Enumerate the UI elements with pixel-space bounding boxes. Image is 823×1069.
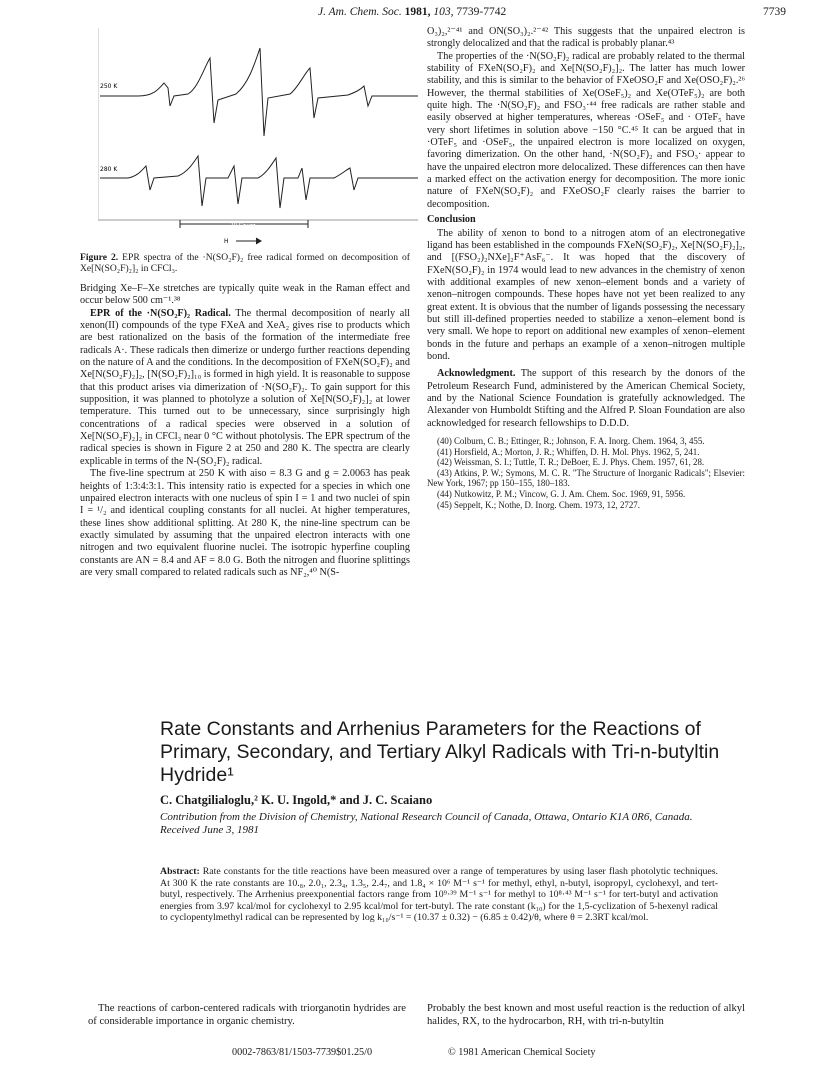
footer-code: 0002-7863/81/1503-7739$01.25/0 [232,1047,373,1058]
running-header [318,6,506,18]
reference: (44) Nutkowitz, P. M.; Vincow, G. J. Am. Chem. Soc. 1969, 91, 5956. [437,488,686,499]
epr-spectra-figure [98,28,418,246]
intro-right: Probably the best known and most useful reaction is the reduction of alkyl halides, RX, to the hydrocarbon, RH, with tri-n-butyltin [427,1003,745,1027]
figure-caption [80,252,410,274]
figure-caption-label: Figure 2. [80,252,119,263]
acknowledgment-heading: Acknowledgment. [437,368,516,380]
acknowledgment-text: The support of this research by the donors of the Petroleum Research Fund, administered by the American Chemical Society, and by the National Science Foundation is gratefully acknowledged. The Alexander von Humboldt Stifting and the Alfred P. Sloan Foundation are also acknowledged for research fellowships to D.D.D. [427,368,745,429]
paragraph: The ability of xenon to bond to a nitrogen atom of an electronegative ligand has been established in the compounds FXeN(SO₂F)₂, Xe[N(SO₂F)₂]₂, and [(FSO₂)₂NXe]₂F⁺AsF₆⁻. It was hoped that the discovery of FXeN(SO₂F)₂ in 1974 would lead to new advances in the chemistry of xenon with additional examples of new xenon–element bonds and a variety of xenon–nitrogen compounds. These hopes have not yet been realized to any great extent. It is obvious that the number of ligands possessing the necessary but still ill-defined properties needed to stabilize a xenon–element bond is very small. We hope to report on additional new examples of xenon–element bonds in the future and perhaps an example of a xenon–nitrogen multiple bond. [427,227,745,362]
spectrum-280k [100,156,418,208]
footer-copyright: © 1981 American Chemical Society [448,1047,596,1058]
reference: (43) Atkins, P. W.; Symons, M. C. R. "The Structure of Inorganic Radicals"; Elsevier: New York, 1967; pp 150–155, 180–183. [427,467,745,489]
article-authors: C. Chatgilialoglu,² K. U. Ingold,* and J. C. Scaiano [160,793,433,807]
reference-list [427,436,745,510]
left-column [80,283,410,579]
journal-year: 1981, [404,6,431,18]
page-number: 7739 [763,6,786,18]
intro-left: The reactions of carbon-centered radicals with triorganotin hydrides are of considerable importance in organic chemistry. [88,1003,406,1027]
article-affiliation: Contribution from the Division of Chemistry, National Research Council of Canada, Ottawa, Ontario K1A 0R6, Canada. Received June 3, 1981 [160,811,693,836]
reference: (40) Colburn, C. B.; Ettinger, R.; Johnson, F. A. Inorg. Chem. 1964, 3, 455. [437,436,705,446]
reference: (42) Weissman, S. I.; Tuttle, T. R.; DeBoer, E. J. Phys. Chem. 1957, 61, 28. [437,457,705,468]
paragraph-text: The thermal decomposition of nearly all xenon(II) compounds of the type FXeA and XeA₂ gives rise to products which are best rationalized on the basis of the formation of the intermediate free radicals A·. These radicals then dimerize or undergo further reactions depending on the nature of A and the conditions. In the decomposition of FXeN(SO₂F)₂ and Xe[N(SO₂F)₂]₂, [N(SO₂F)₂]₁₀ is formed in high yield. It is reasonable to suppose that this product arises via dimerization of ·N(SO₂F)₂. To gain support for this supposition, it was planned to photolyze a solution of Xe[N(SO₂F)₂]₂ at lower temperature. This turned out to be unnecessary, since surprisingly high concentrations of a radical species were observed in a solution of Xe[N(SO₂F)₂]₂ in CFCl₃ near 0 °C without photolysis. The EPR spectrum of the radical species is shown in Figure 2 at 250 and 280 K. The spectra are clearly explicable in terms of the N-(SO₂F)₂ radical. [80,307,410,467]
paragraph: Bridging Xe–F–Xe stretches are typically quite weak in the Raman effect and occur below 500 cm⁻¹.³⁸ [80,283,410,307]
section-heading: Conclusion [427,214,476,226]
paragraph: The properties of the ·N(SO₂F)₂ radical are probably related to the thermal stability of FXeN(SO₂F)₂ and Xe[N(SO₂F)₂]₂. The latter has much lower stability, and this is similar to the behavior of FXeOSO₂F and Xe(OSO₂F)₂.²⁶ However, the thermal stabilities of Xe(OSeF₅)₂ and Xe(OTeF₅)₂ are both quite high. The ·N(SO₂F)₂ and FSO₃·⁴⁴ free radicals are rather stable and easily observed at higher temperatures, whereas ·OSeF₅ and · OTeF₅ have very short lifetimes in solution above −150 °C.⁴⁵ It can be argued that in ·OTeF₅ and ·OSeF₅, the unpaired electron is more localized on oxygen, favoring dimerization. On the other hand, ·N(SO₂F)₂ and FSO₃· appear to have the unpaired electron more delocalized. These differences can then have a marked effect on the activation energy for decomposition. The more ionic nature of FXeN(SO₂F)₂ and FXeOSO₂F clearly raises the barrier to decomposition. [427,50,745,210]
label-280k: 280 K [100,166,118,173]
article-title: Rate Constants and Arrhenius Parameters for the Reactions of Primary, Secondary, and Tertiary Alkyl Radicals with Tri-n-butyltin Hydride¹ [160,718,720,786]
figure-caption-text: EPR spectra of the ·N(SO₂F)₂ free radical formed on decomposition of Xe[N(SO₂F)₂]₂ in CFCl₃. [80,252,410,274]
paragraph [427,368,745,430]
reference: (45) Seppelt, K.; Nothe, D. Inorg. Chem. 1973, 12, 2727. [437,499,640,510]
label-250k: 250 K [100,83,118,90]
section-run-in-heading: EPR of the ·N(SO₂F)₂ Radical. [90,307,231,319]
paragraph: The five-line spectrum at 250 K with aiso = 8.3 G and g = 2.0063 has peak heights of 1:3:4:3:1. This intensity ratio is expected for a species in which one unpaired electron interacts with one nucleus of spin I = 1 and two nuclei of spin I = ¹/₂ and identical coupling constants for all nuclei. At higher temperatures, these lines show additional splitting. At 280 K, the nine-line spectrum can be exactly simulated by assuming that the unpaired electron interacts with one nitrogen and two equivalent fluorine nuclei. The isotropic hyperfine coupling constants are AN = 8.4 and AF = 8.0 G. Both the nitrogen and fluorine splittings are very small compared to related radicals such as NF₂,⁴⁰ N(S- [80,468,410,578]
journal-volume: 103, [433,6,454,18]
journal-pages: 7739-7742 [456,6,507,18]
abstract-label: Abstract: [160,866,200,877]
spectrum-250k [100,48,418,136]
right-column [427,26,745,510]
abstract-text: Rate constants for the title reactions have been measured over a range of temperatures by using laser flash photolytic techniques. At 300 K the rate constants are 10.₈, 2.0₁, 2.3₄, 1.3₅, 2.4₇, and 1.8₄ × 10⁶ M⁻¹ s⁻¹ for methyl, ethyl, n-butyl, isopropyl, cyclohexyl, and tert-butyl, respectively. The Arrhenius preexponential factors range from 10⁹·³⁹ M⁻¹ s⁻¹ for methyl to 10⁸·⁴³ M⁻¹ s⁻¹ for tert-butyl and activation energies from 3.97 kcal/mol for cyclohexyl to 2.95 kcal/mol for tert-butyl. The rate constant (k₁₀) for the 1,5-cyclization of 5-hexenyl radical to cyclopentylmethyl radical can be represented by log k₁₀/s⁻¹ = (10.37 ± 0.32) − (6.85 ± 0.42)/θ, where θ = 2.3RT kcal/mol. [160,866,718,924]
reference: (41) Horsfield, A.; Morton, J. R.; Whiffen, D. H. Mol. Phys. 1962, 5, 241. [437,446,700,457]
scale-label: 20 Gauss [230,223,256,229]
abstract [160,866,718,924]
field-label: H [224,238,229,245]
journal-name: J. Am. Chem. Soc. [318,6,402,18]
paragraph: O₃)₂,²⁻⁴¹ and ON(SO₃)₂.²⁻⁴² This suggests that the unpaired electron is strongly delocalized and that the radical is probably planar.⁴³ [427,26,745,50]
paragraph [80,308,410,468]
